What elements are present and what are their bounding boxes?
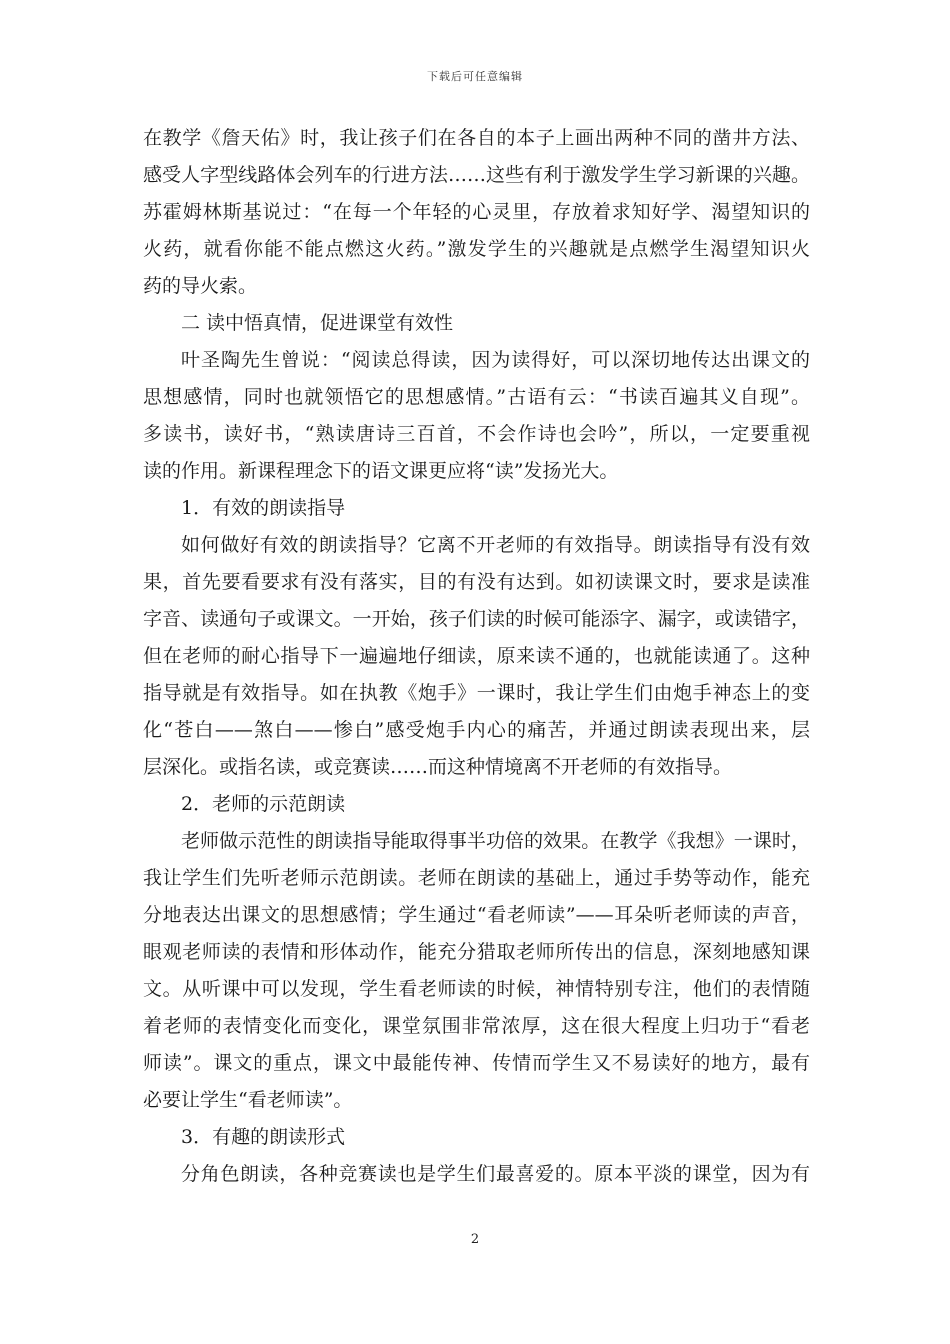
paragraph-line: 药的导火索。	[143, 275, 258, 297]
paragraph-line: 文。从听课中可以发现，学生看老师读的时候，神情特别专注，他们的表情随	[143, 978, 810, 1000]
paragraph-line: 读的作用。新课程理念下的语文课更应将“读”发扬光大。	[143, 460, 619, 482]
paragraph-line: 但在老师的耐心指导下一遍遍地仔细读，原来读不通的，也就能读通了。这种	[143, 645, 810, 667]
paragraph-line: 指导就是有效指导。如在执教《炮手》一课时，我让学生们由炮手神态上的变	[143, 682, 810, 704]
document-body	[143, 120, 810, 1193]
paragraph-line: 老师做示范性的朗读指导能取得事半功倍的效果。在教学《我想》一课时，	[181, 830, 810, 852]
paragraph-line: 着老师的表情变化而变化，课堂氛围非常浓厚，这在很大程度上归功于“看老	[143, 1015, 810, 1037]
paragraph-line: 层深化。或指名读，或竞赛读……而这种情境离不开老师的有效指导。	[143, 756, 733, 778]
paragraph-line: 化“苍白——煞白——惨白”感受炮手内心的痛苦，并通过朗读表现出来，层	[143, 719, 810, 741]
section-heading: 3．有趣的朗读形式	[181, 1126, 346, 1148]
paragraph-line: 我让学生们先听老师示范朗读。老师在朗读的基础上，通过手势等动作，能充	[143, 867, 810, 889]
paragraph-line: 字音、读通句子或课文。一开始，孩子们读的时候可能添字、漏字，或读错字，	[143, 608, 810, 630]
paragraph-line: 眼观老师读的表情和形体动作，能充分猎取老师所传出的信息，深刻地感知课	[143, 941, 810, 963]
paragraph-line: 分角色朗读，各种竞赛读也是学生们最喜爱的。原本平淡的课堂，因为有	[181, 1163, 810, 1185]
paragraph-line: 火药，就看你能不能点燃这火药。”激发学生的兴趣就是点燃学生渴望知识火	[143, 238, 810, 260]
section-heading: 1．有效的朗读指导	[181, 497, 346, 519]
paragraph-line: 感受人字型线路体会列车的行进方法……这些有利于激发学生学习新课的兴趣。	[143, 164, 810, 186]
paragraph-line: 分地表达出课文的思想感情；学生通过“看老师读”——耳朵听老师读的声音，	[143, 904, 810, 926]
page-number: 2	[470, 1232, 480, 1247]
paragraph-line: 师读”。课文的重点，课文中最能传神、传情而学生又不易读好的地方，最有	[143, 1052, 810, 1074]
paragraph-line: 思想感情，同时也就领悟它的思想感情。”古语有云：“书读百遍其义自现”。	[143, 386, 810, 408]
paragraph-line: 如何做好有效的朗读指导？它离不开老师的有效指导。朗读指导有没有效	[181, 534, 810, 556]
section-heading: 二 读中悟真情，促进课堂有效性	[181, 312, 454, 334]
paragraph-line: 苏霍姆林斯基说过：“在每一个年轻的心灵里，存放着求知好学、渴望知识的	[143, 201, 810, 223]
paragraph-line: 果，首先要看要求有没有落实，目的有没有达到。如初读课文时，要求是读准	[143, 571, 810, 593]
paragraph-line: 必要让学生“看老师读”。	[143, 1089, 353, 1111]
paragraph-line: 多读书，读好书，“熟读唐诗三百首，不会作诗也会吟”，所以，一定要重视	[143, 423, 810, 445]
section-heading: 2．老师的示范朗读	[181, 793, 346, 815]
page-header: 下载后可任意编辑	[427, 70, 523, 83]
paragraph-line: 叶圣陶先生曾说：“阅读总得读，因为读得好，可以深切地传达出课文的	[181, 349, 810, 371]
paragraph-line: 在教学《詹天佑》时，我让孩子们在各自的本子上画出两种不同的凿井方法、	[143, 127, 810, 149]
